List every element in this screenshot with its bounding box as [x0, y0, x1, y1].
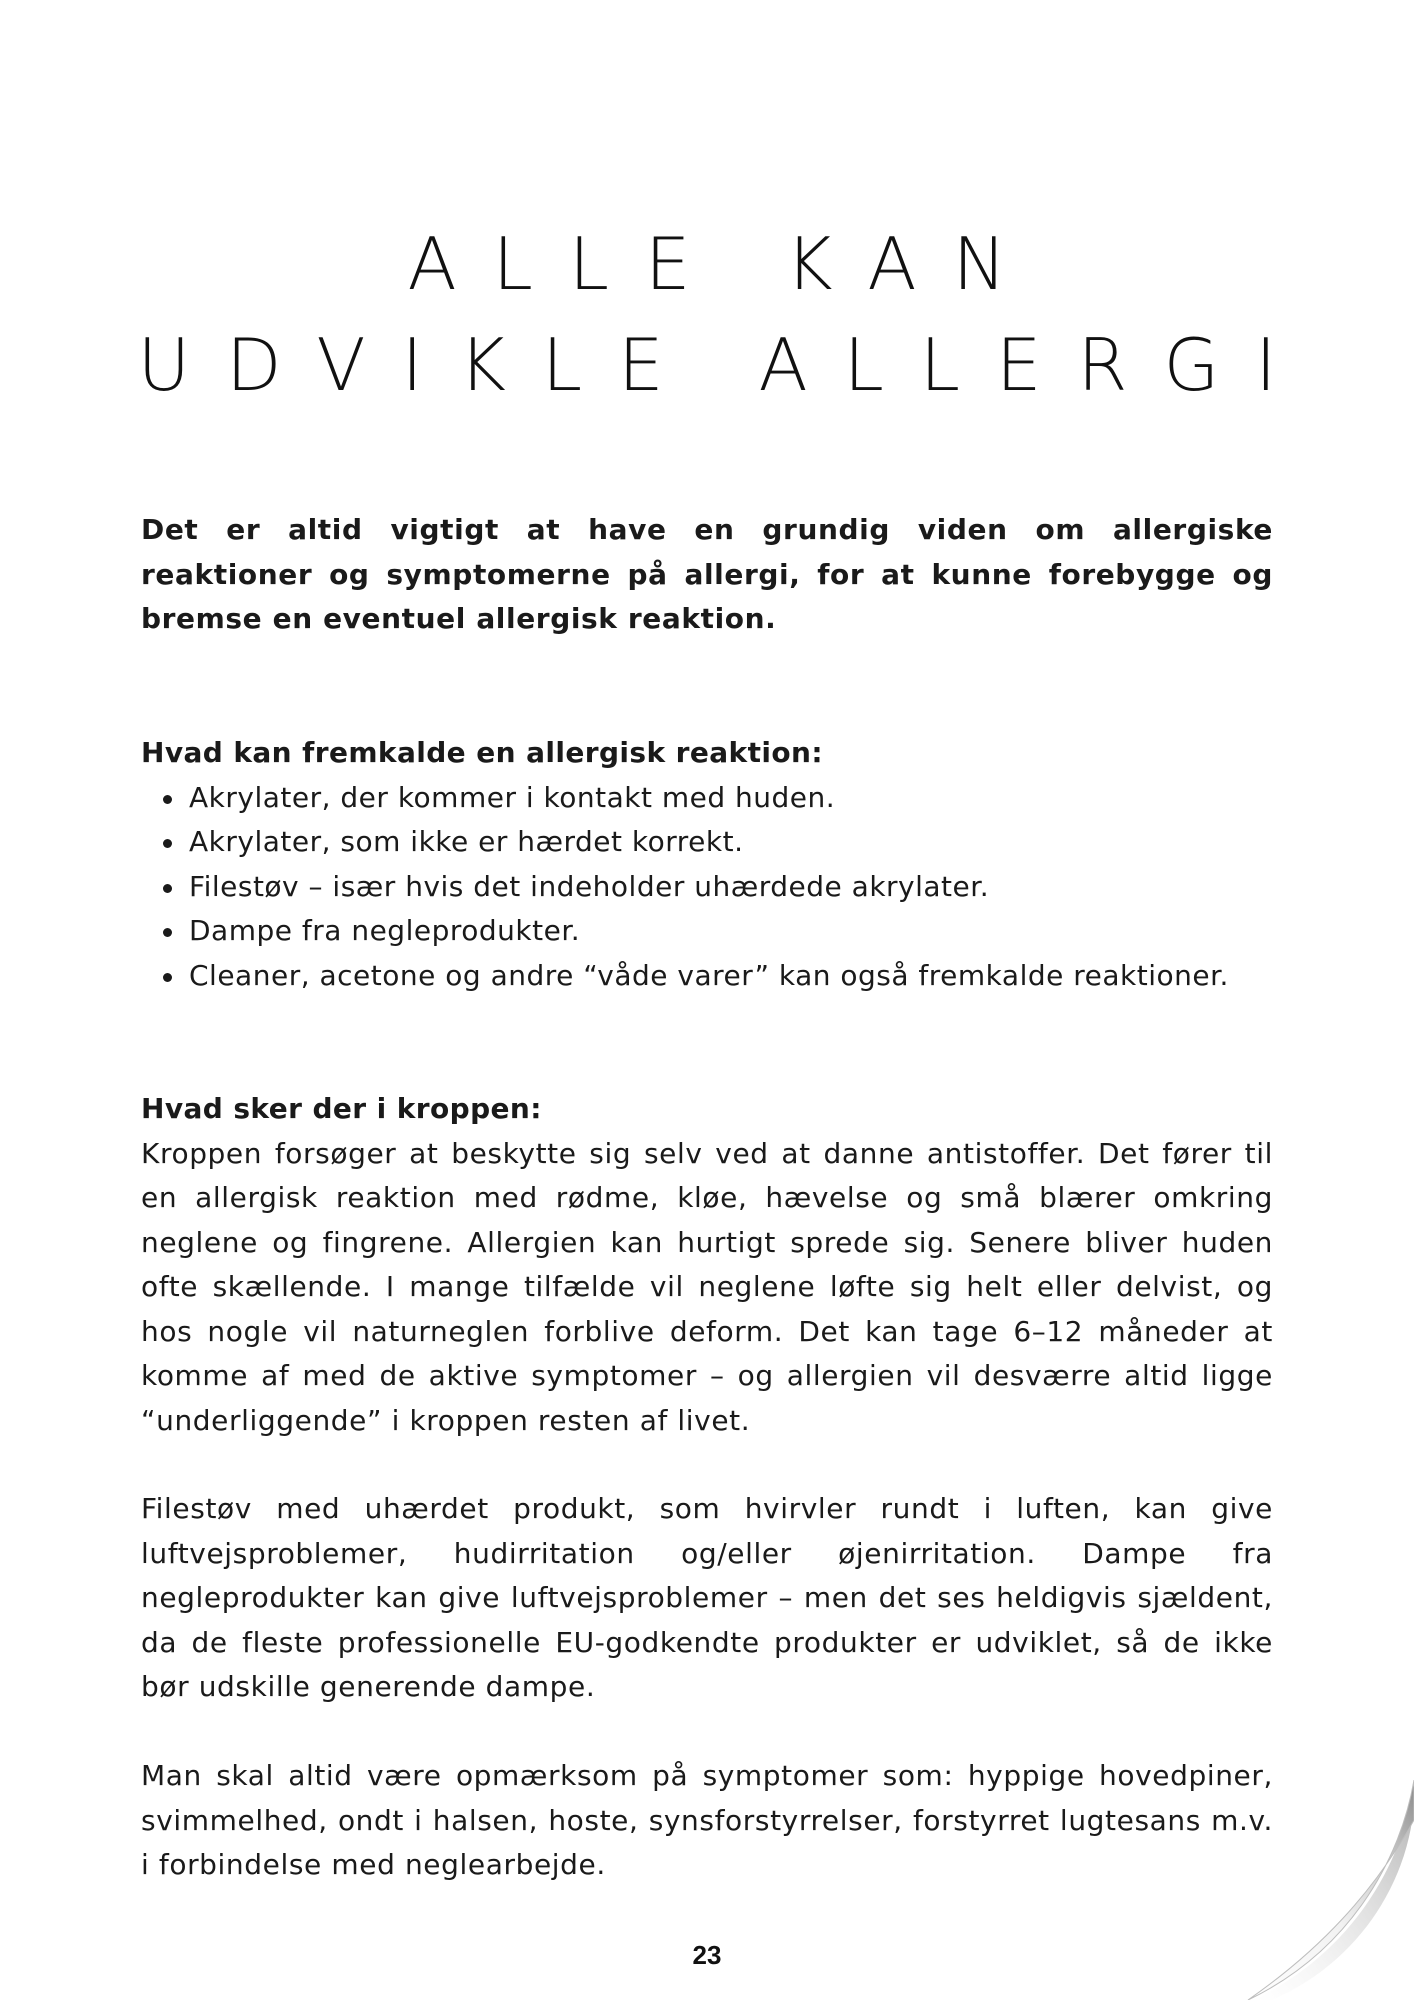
bullet-icon: [163, 839, 172, 848]
list-item: [141, 954, 1273, 999]
list-item-text: Filestøv – især hvis det indeholder uhærdede akrylater.: [189, 869, 990, 903]
symptoms-paragraph: [141, 1754, 1273, 1888]
list-item: [141, 820, 1273, 865]
bullet-icon: [163, 795, 172, 804]
list-item: [141, 909, 1273, 954]
page-curl-icon: [1224, 1780, 1414, 2000]
symptoms-text: Man skal altid være opmærksom på symptomer som: hyppige hovedpiner, svimmelhed, ondt i halsen, hoste, synsforstyrrelser, forstyrret lugtesans m.v. i forbindelse med neglearbejde.: [141, 1759, 1273, 1881]
list-item: [141, 865, 1273, 910]
list-item-text: Cleaner, acetone og andre “våde varer” kan også fremkalde reaktioner.: [189, 958, 1229, 992]
page-number: 23: [692, 1940, 722, 1970]
filing-dust-paragraph: [141, 1487, 1273, 1710]
list-item-text: Dampe fra negleprodukter.: [189, 914, 581, 947]
causes-list: [141, 776, 1273, 999]
list-item-text: Akrylater, der kommer i kontakt med huden.: [189, 780, 836, 814]
filing-dust-text: Filestøv med uhærdet produkt, som hvirvler rundt i luften, kan give luftvejsproblemer, hudirritation og/eller øjenirritation. Dampe fra negleprodukter kan give luftvejsproblemer – men det ses heldigvis sjældent, da de fleste professionelle EU-godkendte produkter er udviklet, så de ikke bør udskille generende dampe.: [141, 1492, 1273, 1703]
section-heading-causes: Hvad kan fremkalde en allergisk reaktion:: [141, 736, 823, 769]
bullet-icon: [163, 884, 172, 893]
body-effects-paragraph: Kroppen forsøger at beskytte sig selv ved at danne antistoffer. Det fører til en allergisk reaktion med rødme, kløe, hævelse og små blærer omkring neglene og fingrene. Allergien kan hurtigt sprede sig. Senere bliver huden ofte skællende. I mange tilfælde vil neglene løfte sig helt eller delvist, og hos nogle vil naturneglen forblive deform. Det kan tage 6–12 måneder at komme af med de aktive symptomer – og allergien vil desværre altid ligge “underliggende” i kroppen resten af livet.: [141, 1136, 1273, 1437]
page-title-line-2: UDVIKLE ALLERGI: [137, 323, 1313, 407]
section-heading-body: Hvad sker der i kroppen:: [141, 1092, 542, 1125]
section-body-effects: [141, 1087, 1273, 1443]
list-item-text: Akrylater, som ikke er hærdet korrekt.: [189, 825, 744, 858]
section-causes: [141, 731, 1273, 998]
bullet-icon: [163, 928, 172, 937]
list-item: [141, 776, 1273, 821]
intro-paragraph: Det er altid vigtigt at have en grundig viden om allergiske reaktioner og symptomerne på allergi, for at kunne forebygge og bremse en eventuel allergisk reaktion.: [141, 513, 1273, 635]
bullet-icon: [163, 973, 172, 982]
page-title-line-1: ALLE KAN: [407, 222, 1043, 306]
